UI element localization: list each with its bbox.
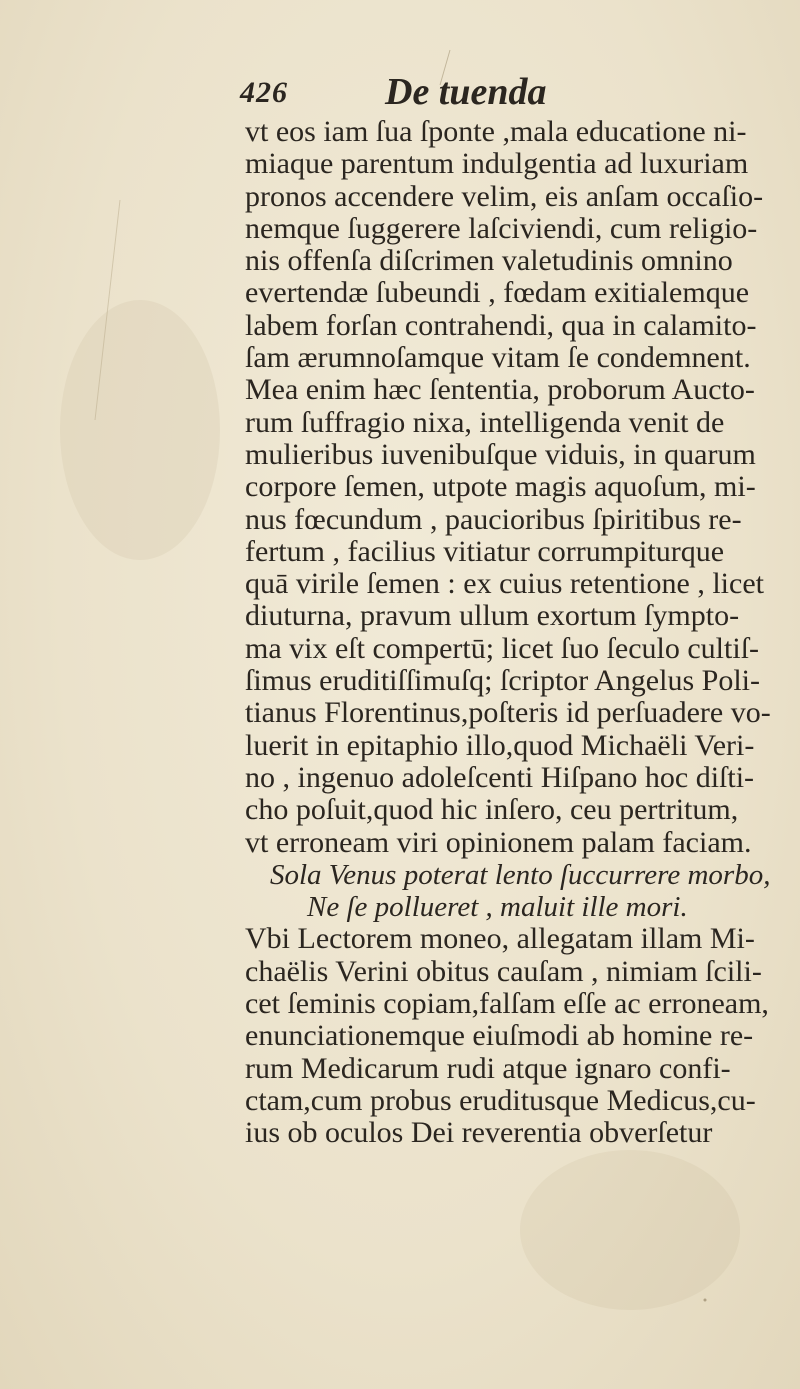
text-line: labem forſan contrahendi, qua in calamito-	[245, 308, 757, 342]
text-line: miaque parentum indulgentia ad luxuriam	[245, 147, 749, 181]
text-line: ctam,cum probus eruditusque Medicus,cu-	[245, 1083, 756, 1117]
text-line: Mea enim hæc ſententia, proborum Aucto-	[245, 373, 755, 407]
text-line: rum Medicarum rudi atque ignaro confi-	[245, 1051, 731, 1085]
text-line: ſam ærumnoſamque vitam ſe condemnent.	[245, 341, 751, 375]
body-text	[245, 116, 800, 1150]
text-line: mulieribus iuvenibuſque viduis, in quarum	[245, 437, 756, 471]
verse-line: Sola Venus poterat lento ſuccurrere morbo,	[270, 858, 771, 891]
text-line: cho poſuit,quod hic inſero, ceu pertritum,	[245, 793, 739, 827]
text-line: luerit in epitaphio illo,quod Michaëli Veri-	[245, 728, 755, 762]
text-line: nis offenſa diſcrimen valetudinis omnino	[245, 244, 733, 278]
text-line: diuturna, pravum ullum exortum ſympto-	[245, 599, 740, 633]
text-line: nemque ſuggerere laſciviendi, cum religio-	[245, 211, 758, 245]
text-line: fertum , facilius vitiatur corrumpiturque	[245, 534, 725, 568]
text-line: no , ingenuo adoleſcenti Hiſpano hoc diſti-	[245, 760, 755, 794]
text-line: pronos accendere velim, eis anſam occaſio-	[245, 179, 764, 213]
text-line: Vbi Lectorem moneo, allegatam illam Mi-	[245, 922, 755, 956]
text-line: vt eos iam ſua ſponte ,mala educatione ni-	[245, 115, 747, 148]
text-line: quā virile ſemen : ex cuius retentione , licet	[245, 567, 764, 601]
text-line: enunciationemque eiuſmodi ab homine re-	[245, 1019, 754, 1053]
verse-line: Ne ſe pollueret , maluit ille mori.	[307, 891, 688, 924]
text-line: chaëlis Verini obitus cauſam , nimiam ſcili-	[245, 954, 762, 988]
text-line: nus fœcundum , paucioribus ſpiritibus re-	[245, 502, 742, 536]
text-line: ius ob oculos Dei reverentia obverſetur	[245, 1116, 713, 1150]
text-line: ma vix eſt compertū; licet ſuo ſeculo cultiſ-	[245, 631, 760, 665]
page-number: 426	[240, 76, 288, 109]
page-header	[240, 70, 640, 116]
text-line: ſimus eruditiſſimuſq; ſcriptor Angelus Poli-	[245, 664, 760, 698]
text-line: cet ſeminis copiam,falſam eſſe ac erroneam,	[245, 987, 769, 1021]
text-line: rum ſuffragio nixa, intelligenda venit de	[245, 405, 725, 439]
text-line: vt erroneam viri opinionem palam faciam.	[245, 825, 752, 859]
running-title: De tuenda	[385, 71, 547, 113]
text-line: corpore ſemen, utpote magis aquoſum, mi-	[245, 470, 756, 504]
text-line: tianus Florentinus,poſteris id perſuadere vo-	[245, 696, 771, 730]
text-line: evertendæ ſubeundi , fœdam exitialemque	[245, 276, 750, 310]
